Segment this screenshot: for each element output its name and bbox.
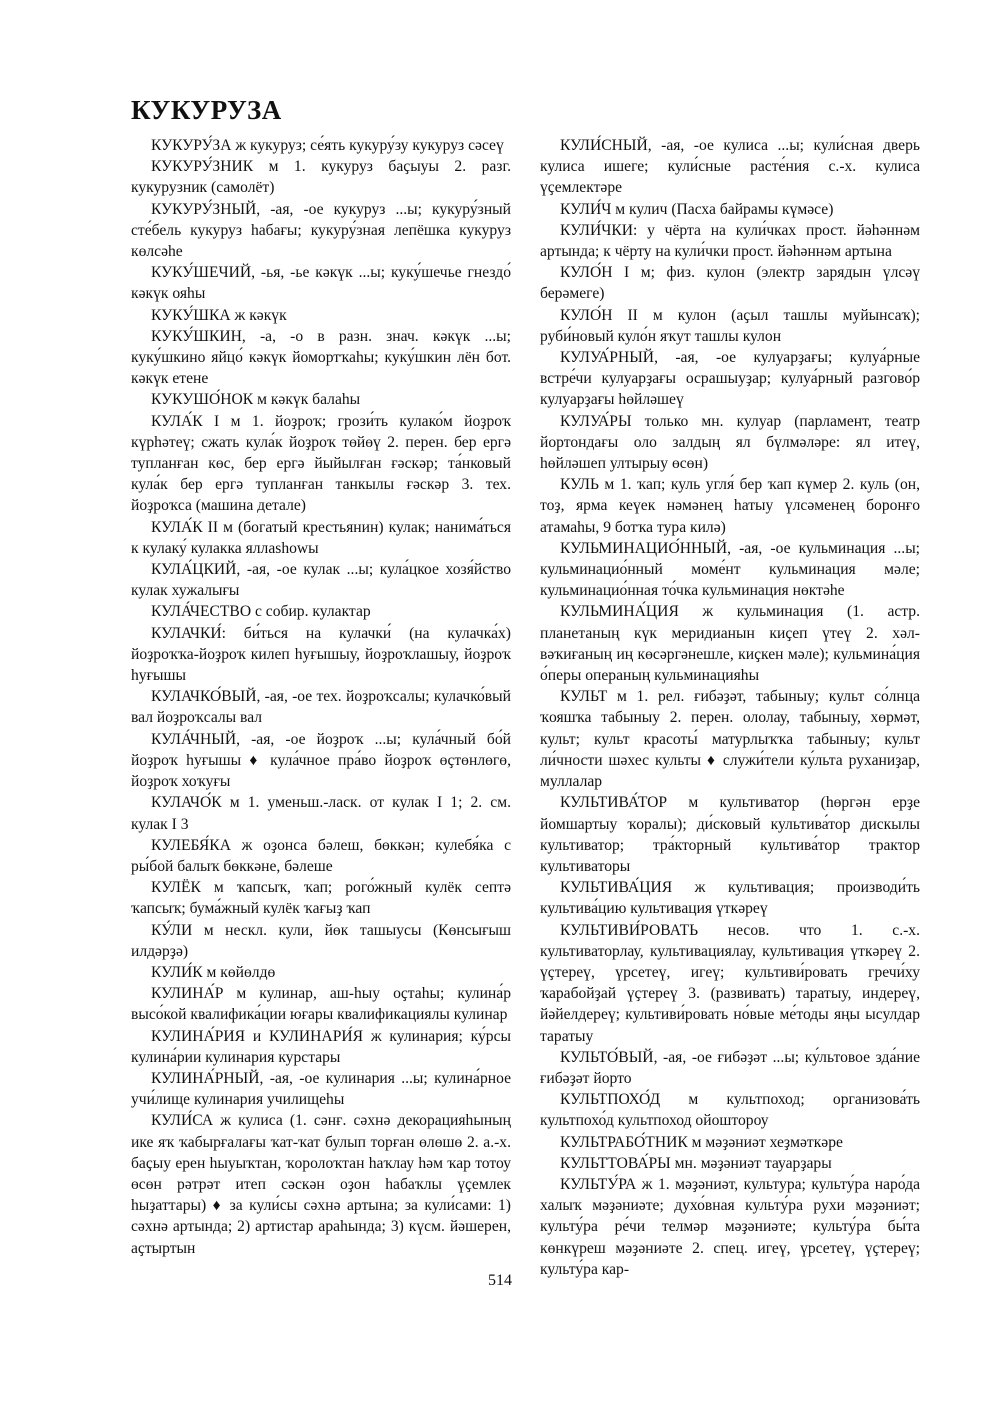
dictionary-entry: КУЛА́К II м (богатый крестьянин) кулак; нанима́ться к кулаку́ кулакка яллаshowы xyxy=(131,518,511,557)
dictionary-entry: КУЛА́ЧЕСТВО с собир. кулактар xyxy=(151,603,371,621)
dictionary-entry: КУЛЬ м 1. ҡап; куль угля́ бер ҡап күмер 2. куль (он, тоҙ, ярма кеүек нәмәнең һатыу үлсәменең боронғо атамаһы, 9 ботҡа тура килә) xyxy=(540,476,920,536)
dictionary-entry: КУЛЬМИНА́ЦИЯ ж кульминация (1. астр. планетаның күк меридианын киҫеп үтеү 2. хәл-вәҡиғаның иң көсәргәнешле, киҫкен мәле); кульмина́ция о́перы операның кульминацияһы xyxy=(540,603,920,685)
dictionary-entry: КУЛЬТУ́РА ж 1. мәҙәниәт, культура; культу́ра наро́да халыҡ мәҙәниәте; духо́вная культу́ра рухи мәҙәниәт; культу́ра ре́чи телмәр мәҙәниәте; культу́ра бы́та көнкүреш мәҙәниәте 2. спец. игеү, үрсетеү, үҫтереү; культу́ра кар- xyxy=(540,1175,920,1278)
dictionary-entry: КУКУ́ШЕЧИЙ, -ья, -ье кәкүк ...ы; куку́шечье гнездо́ кәкүк ояһы xyxy=(131,264,511,303)
dictionary-entry: КУЛА́ЧНЫЙ, -ая, -ое йоҙроҡ ...ы; кула́чный бо́й йоҙроҡ һуғышы ♦ кула́чное пра́во йоҙроҡ өҫтөнлөгө, йоҙроҡ хоҡуғы xyxy=(131,730,511,791)
dictionary-entry: КУЛА́К I м 1. йоҙроҡ; грози́ть кулако́м йоҙроҡ күрһәтеү; сжать кула́к йоҙроҡ төйөү 2. перен. бер ергә тупланған көс, бер ергә йыйылған ғәскәр; та́нковый кула́к бер ергә тупланған танкылы ғәскәр 3. тех. йоҙроҡса (машина детале) xyxy=(131,412,511,515)
page-title: КУКУРУЗА xyxy=(131,95,282,125)
dictionary-entry: КУЛО́Н II м кулон (аҫыл ташлы муйынсаҡ); руби́новый куло́н яҡут ташлы кулон xyxy=(540,306,920,345)
dictionary-entry: КУ́ЛИ м нескл. кули, йөк ташыусы (Көнсығыш илдәрҙә) xyxy=(131,921,511,960)
dictionary-entry: КУЛАЧО́К м 1. уменьш.-ласк. от кулак I 1; 2. см. кулак I 3 xyxy=(131,794,511,833)
dictionary-entry: КУЛИ́ЧКИ: у чёрта на кули́чках прост. йәһәннәм артында; к чёрту на кули́чки прост. йәһәннәм артына xyxy=(540,221,920,261)
dictionary-entry: КУЛЬТРАБО́ТНИК м мәҙәниәт хеҙмәткәре xyxy=(560,1133,843,1151)
dictionary-entry: КУЛИ́К м көйөлдө xyxy=(151,963,276,981)
dictionary-entry: КУКУРУ́ЗНИК м 1. кукуруз баҫыуы 2. разг. кукурузник (самолёт) xyxy=(131,158,511,197)
dictionary-entry: КУКУ́ШКА ж кәкүк xyxy=(151,306,287,324)
dictionary-entry: КУЛЕБЯ́КА ж оҙонса бәлеш, бөккән; кулебя́ка с ры́бой балыҡ бөккәне, бәлеше xyxy=(131,836,511,875)
dictionary-entry: КУЛЬТО́ВЫЙ, -ая, -ое ғибәҙәт ...ы; ку́льтовое зда́ние ғибәҙәт йорто xyxy=(540,1048,920,1087)
dictionary-entry: КУКУРУ́ЗА ж кукуруз; се́ять кукуру́зу кукуруз сәсеү xyxy=(151,137,504,154)
dictionary-entry: КУЛЬТ м 1. рел. ғибәҙәт, табыныу; культ со́лнца ҡояшҡа табыныу 2. перен. ололау, табыныу, хөрмәт, культ; культ красоты́ матурлыҡҡа табыныу; культ ли́чности шәхес культы ♦ служи́тели ку́льта руханиҙар, муллалар xyxy=(540,688,920,791)
left-column xyxy=(131,135,511,1259)
dictionary-entry: КУЛО́Н I м; физ. кулон (электр зарядын үлсәү берәмеге) xyxy=(540,264,920,303)
dictionary-entry: КУЛИНА́РНЫЙ, -ая, -ое кулинария ...ы; кулина́рное учи́лище кулинария училищеһы xyxy=(131,1069,511,1109)
dictionary-entry: КУЛА́ЦКИЙ, -ая, -ое кулак ...ы; кула́цкое хозя́йство кулак хужалығы xyxy=(131,561,511,600)
dictionary-entry: КУЛАЧКО́ВЫЙ, -ая, -ое тех. йоҙроҡсалы; кулачко́вый вал йоҙроҡсалы вал xyxy=(131,688,511,727)
dictionary-entry: КУЛИ́Ч м кулич (Пасха байрамы күмәсе) xyxy=(560,200,834,218)
dictionary-entry: КУКУРУ́ЗНЫЙ, -ая, -ое кукуруз ...ы; кукуру́зный сте́бель кукуруз һабағы; кукуру́зная лепёшка кукуруз көлсәһе xyxy=(131,200,511,261)
dictionary-entry: КУЛЬТПОХО́Д м культпоход; организова́ть культпохо́д культпоход ойоштороу xyxy=(540,1091,920,1130)
dictionary-entry: КУЛЬТИВА́ЦИЯ ж культивация; производи́ть культива́цию культивация үткәреү xyxy=(540,879,920,918)
dictionary-entry: КУКУШО́НОК м кәкүк балаһы xyxy=(151,391,361,409)
dictionary-entry: КУЛИНА́Р м кулинар, аш-һыу оҫтаһы; кулина́р высо́кой квалифика́ции юғары квалификациялы кулинар xyxy=(131,985,511,1024)
dictionary-entry: КУЛИ́СА ж кулиса (1. сәнғ. сәхнә декорацияһының ике яҡ ҡабырғалағы ҡат-ҡат булып торған өлөшө 2. а.-х. баҫыу ерен һыуыҡтан, ҡоролоҡтан һаҡлау һәм ҡар тотоу өсөн рәтрәт итеп сәскән оҙон һабаҡлы үҫемлек һыҙаттары) ♦ за кули́сы сәхнә артына; за кули́сами: 1) сәхнә артында; 2) артистар араһында; 3) күсм. йәшерен, аҫтыртын xyxy=(131,1112,511,1257)
dictionary-entry: КУЛЬТИВИ́РОВАТЬ несов. что 1. с.-х. культиваторлау, культивациялау, культивация үткәреү 2. үҫтереү, үрсетеү, игеү; культиви́ровать гречи́ху ҡарабойҙай үҫтереү 3. (развивать) таратыу, индереү, йәйелдереү; культиви́ровать но́вые ме́тоды яңы ысулдар таратыу xyxy=(540,921,920,1045)
dictionary-entry: КУЛЬМИНАЦИО́ННЫЙ, -ая, -ое кульминация ...ы; кульминацио́нный моме́нт кульминация мәле; кульминацио́нная то́чка кульминация нөктәһе xyxy=(540,539,920,600)
dictionary-entry: КУЛЬТТОВА́РЫ мн. мәҙәниәт тауарҙары xyxy=(560,1154,832,1172)
dictionary-entry: КУЛУА́РНЫЙ, -ая, -ое кулуарҙағы; кулуа́рные встре́чи кулуарҙағы осрашыуҙар; кулуа́рный разгово́р кулуарҙағы һөйләшеү xyxy=(540,349,920,409)
page-number: 514 xyxy=(488,1272,512,1289)
right-column xyxy=(540,135,920,1280)
dictionary-entry: КУКУ́ШКИН, -а, -о в разн. знач. кәкүк ...ы; куку́шкино яйцо́ кәкүк йомортҡаһы; куку́шкин лён бот. кәкүк етене xyxy=(131,327,511,388)
dictionary-entry: КУЛУА́РЫ только мн. кулуар (парламент, театр йортондағы оло залдың ял бүлмәләре: ял итеү, һөйләшеп ултырыу өсөн) xyxy=(540,412,920,473)
dictionary-entry: КУЛИ́СНЫЙ, -ая, -ое кулиса ...ы; кули́сная дверь кулиса ишеге; кули́сные расте́ния с.-х. кулиса үҫемлектәре xyxy=(540,137,920,197)
dictionary-entry: КУЛЬТИВА́ТОР м культиватор (һөргән ерҙе йомшартыу ҡоралы); ди́сковый культива́тор дискылы культиватор; тра́кторный культива́тор трактор культиваторы xyxy=(540,794,920,875)
dictionary-entry: КУЛЁК м ҡапсыҡ, ҡап; рого́жный кулёк септә ҡапсыҡ; бума́жный кулёк ҡағыҙ ҡап xyxy=(131,879,511,918)
dictionary-entry: КУЛАЧКИ́: би́ться на кулачки́ (на кулачка́х) йоҙроҡҡа-йоҙроҡ килеп һуғышыу, йоҙроҡлашыу, йоҙроҡ һуғышы xyxy=(131,624,511,685)
dictionary-entry: КУЛИНА́РИЯ и КУЛИНАРИ́Я ж кулинария; ку́рсы кулина́рии кулинария курстары xyxy=(131,1027,511,1066)
